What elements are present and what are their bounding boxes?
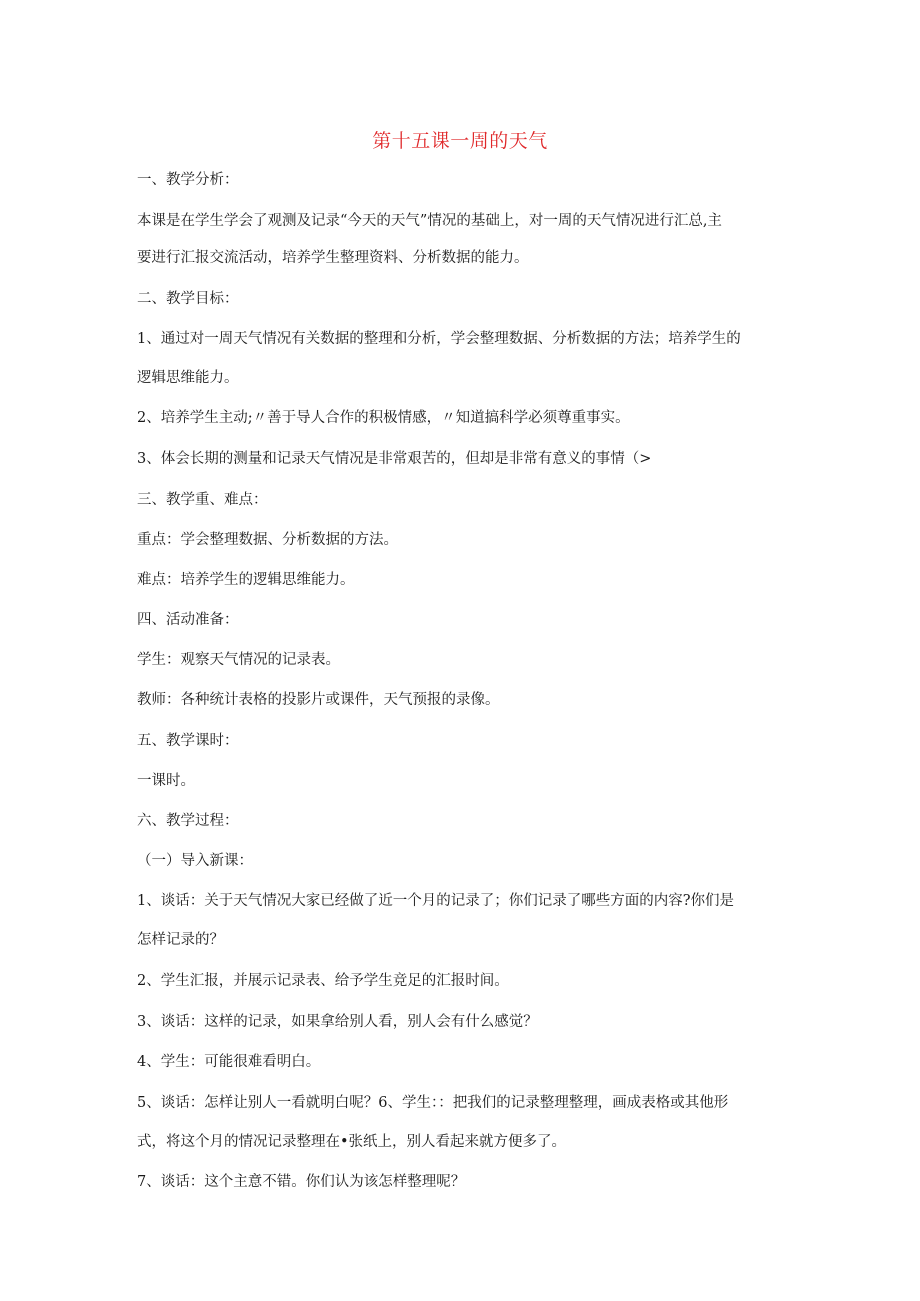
paragraph-line: 怎样记录的？ xyxy=(137,932,224,948)
paragraph-line: 5、谈话：怎样让别人一看就明白呢？6、学生：：把我们的记录整理整理，画成表格或其他形 xyxy=(137,1095,729,1111)
paragraph-line: 3、体会长期的测量和记录天气情况是非常艰苦的，但却是非常有意义的事情（> xyxy=(137,451,652,467)
section-heading-preparation: 四、活动准备： xyxy=(137,612,239,628)
section-heading-key-points: 三、教学重、难点： xyxy=(137,492,268,508)
paragraph-line: 要进行汇报交流活动，培养学生整理资料、分析数据的能力。 xyxy=(137,250,529,266)
document-title: 第十五课一周的天气 xyxy=(372,130,548,152)
paragraph-line: 逻辑思维能力。 xyxy=(137,370,239,386)
paragraph-line: 2、培养学生主动;〃善于导人合作的积极情感，〃知道搞科学必须尊重事实。 xyxy=(137,410,630,426)
section-heading-analysis: 一、教学分析： xyxy=(137,172,239,188)
paragraph-line: 重点：学会整理数据、分析数据的方法。 xyxy=(137,532,398,548)
paragraph-line: 2、学生汇报，并展示记录表、给予学生竞足的汇报时间。 xyxy=(137,973,509,989)
paragraph-line: 1、通过对一周天气情况有关数据的整理和分析，学会整理数据、分析数据的方法；培养学生的 xyxy=(137,331,741,347)
paragraph-line: 1、谈话：关于天气情况大家已经做了近一个月的记录了；你们记录了哪些方面的内容?你们是 xyxy=(137,893,734,909)
section-heading-periods: 五、教学课时： xyxy=(137,733,239,749)
paragraph-line: 7、谈话：这个主意不错。你们认为该怎样整理呢？ xyxy=(137,1174,466,1190)
paragraph-line: 本课是在学生学会了观测及记录“今天的天气”情况的基础上，对一周的天气情况进行汇总,主 xyxy=(137,213,722,229)
paragraph-line: 一课时。 xyxy=(137,773,195,789)
paragraph-line: 4、学生：可能很难看明白。 xyxy=(137,1054,321,1070)
section-heading-process: 六、教学过程： xyxy=(137,813,239,829)
paragraph-line: 3、谈话：这样的记录，如果拿给别人看，别人会有什么感觉？ xyxy=(137,1014,538,1030)
subsection-heading-intro: （一）导入新课： xyxy=(137,853,253,869)
section-heading-goals: 二、教学目标： xyxy=(137,291,239,307)
paragraph-line: 式，将这个月的情况记录整理在•张纸上，别人看起来就方便多了。 xyxy=(137,1134,567,1150)
paragraph-line: 学生：观察天气情况的记录表。 xyxy=(137,652,340,668)
paragraph-line: 难点：培养学生的逻辑思维能力。 xyxy=(137,572,355,588)
paragraph-line: 教师：各种统计表格的投影片或课件，天气预报的录像。 xyxy=(137,692,500,708)
